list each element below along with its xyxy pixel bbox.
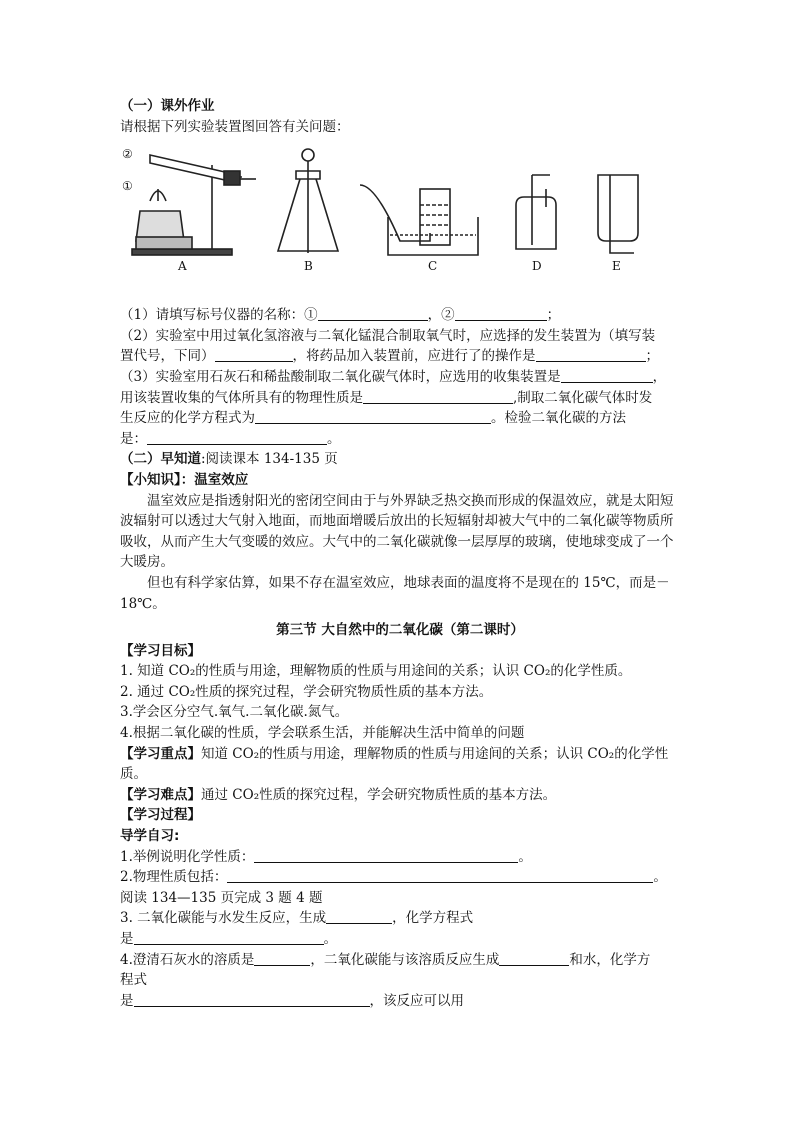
q3-text-h: 。: [327, 430, 341, 447]
self-q3-text-a: 3. 二氧化碳能与水发生反应，生成: [120, 910, 327, 927]
self-q4-line-2: 程式: [120, 972, 147, 989]
apparatus-drawing: [120, 145, 660, 277]
q3-text-g: 是：: [120, 430, 147, 447]
label-A: A: [178, 259, 187, 274]
self-q3-text-b: ，化学方程式: [392, 910, 474, 927]
read-instruction: 阅读 134—135 页完成 3 题 4 题: [120, 889, 323, 906]
self-q1: [120, 847, 680, 868]
q3-line-4: [120, 429, 680, 450]
self-study-title: 导学自习:: [120, 828, 180, 845]
q1-text-b: ，②: [427, 307, 455, 324]
process-title: 【学习过程】: [120, 807, 201, 824]
q3-text-d: ,制取二氧化碳气体时发: [513, 389, 653, 406]
self-q2: [120, 867, 680, 888]
label-B: B: [304, 259, 313, 274]
self-q4-text-f: ，该反应可以用: [369, 992, 464, 1009]
q2-text-d: ；: [645, 348, 659, 365]
q1-text-c: ；: [546, 307, 561, 324]
q3-blank-4[interactable]: [147, 430, 327, 445]
self-q4-blank-3[interactable]: [134, 992, 370, 1007]
goal-4: 4.根据二氧化碳的性质，学会联系生活，并能解决生活中简单的问题: [120, 725, 525, 742]
q3-blank-3[interactable]: [255, 409, 491, 424]
q2-line-2: [120, 346, 680, 367]
key-text: 知道 CO₂的性质与用途，理解物质的性质与用途间的关系；认识 CO₂的化学性质。: [120, 745, 669, 783]
self-q1-text: 1.举例说明化学性质：: [120, 848, 255, 865]
apparatus-figure: [120, 145, 660, 277]
self-q3-line-2: [120, 929, 680, 950]
self-q4-line-3: [120, 991, 680, 1012]
q3-blank-1[interactable]: [561, 368, 653, 383]
diff-text: 通过 CO₂性质的探究过程，学会研究物质性质的基本方法。: [201, 786, 557, 803]
self-q4-blank-1[interactable]: [254, 951, 310, 966]
label-C: C: [428, 259, 438, 274]
q1-blank-1[interactable]: [318, 306, 428, 321]
q3-text-c: 用该装置收集的气体所具有的物理性质是: [120, 389, 363, 406]
q3-blank-2[interactable]: [363, 389, 513, 404]
goals-title: 【学习目标】: [120, 642, 201, 659]
goal-2: 2. 通过 CO₂性质的探究过程，学会研究物质性质的基本方法。: [120, 683, 493, 700]
self-q3-blank-1[interactable]: [326, 909, 392, 924]
self-q4-text-c: 和水，化学方: [569, 951, 651, 968]
q3-text-e: 生反应的化学方程式为: [120, 410, 255, 427]
knowledge-para-1: 温室效应是指透射阳光的密闭空间由于与外界缺乏热交换而形成的保温效应，就是太阳短波辐射可以透过大气射入地面，而地面增暖后放出的长短辐射却被大气中的二氧化碳等物质所吸收，从而产生大气变暖的效应。大气中的二氧化碳就像一层厚厚的玻璃，使地球变成了一个大暖房。: [120, 492, 674, 571]
self-q3-text-c: 是: [120, 931, 134, 947]
self-q3-text-d: 。: [323, 931, 337, 947]
key-title: 【学习重点】: [120, 745, 201, 762]
q2-text-b: 置代号，下同）: [120, 348, 215, 365]
q3-text-f: 。检验二氧化碳的方法: [491, 410, 626, 427]
key-points: [120, 744, 680, 785]
self-q2-blank[interactable]: [227, 868, 653, 883]
q3-line-2: [120, 388, 680, 409]
q2-text-c: ，将药品加入装置前，应进行了的操作是: [292, 348, 536, 365]
self-q2-end: 。: [653, 869, 667, 886]
q1-text-a: （1）请填写标号仪器的名称：①: [120, 307, 318, 324]
marker-1: ①: [122, 179, 133, 194]
q3-text-a: （3）实验室用石灰石和稀盐酸制取二氧化碳气体时，应选用的收集装置是: [120, 368, 561, 385]
label-E: E: [612, 259, 621, 274]
marker-2: ②: [122, 147, 133, 162]
goal-1: 1. 知道 CO₂的性质与用途，理解物质的性质与用途间的关系；认识 CO₂的化学性质。: [120, 663, 632, 680]
section1-title: （一）课外作业: [120, 98, 215, 114]
q1-line: [120, 305, 680, 326]
label-D: D: [532, 259, 542, 274]
self-q4-text-e: 是: [120, 992, 134, 1009]
self-q4-blank-2[interactable]: [499, 951, 569, 966]
section2-title-tail: :阅读课本 134-135 页: [201, 451, 338, 468]
self-q2-text: 2.物理性质包括：: [120, 869, 228, 886]
knowledge-title: 【小知识】：温室效应: [120, 471, 249, 488]
q3-line-3: [120, 408, 680, 429]
self-q3-blank-2[interactable]: [134, 930, 324, 945]
self-q3-line-1: [120, 908, 680, 929]
section1-intro: 请根据下列实验装置图回答有关问题：: [120, 118, 350, 135]
goal-3: 3.学会区分空气.氧气.二氧化碳.氮气。: [120, 704, 349, 721]
self-q4-text-a: 4.澄清石灰水的溶质是: [120, 951, 255, 968]
self-q1-blank[interactable]: [254, 848, 518, 863]
self-q1-end: 。: [518, 848, 532, 865]
knowledge-para-2: 但也有科学家估算，如果不存在温室效应，地球表面的温度将不是现在的 15℃，而是－18℃。: [120, 574, 670, 612]
q3-line-1: [120, 367, 680, 388]
q2-blank-2[interactable]: [536, 347, 646, 362]
q1-blank-2[interactable]: [455, 306, 547, 321]
section2-title-line: [120, 449, 680, 470]
q3-text-b: ，: [652, 368, 667, 385]
self-q4-text-b: ，二氧化碳能与该溶质反应生成: [310, 951, 500, 968]
q2-blank-1[interactable]: [215, 347, 293, 362]
difficulty: [120, 785, 680, 806]
section2-title: （二）早知道: [120, 451, 201, 468]
self-q4-line-1: [120, 950, 680, 971]
document-page: [120, 96, 680, 1011]
diff-title: 【学习难点】: [120, 786, 201, 803]
lesson-heading: 第三节 大自然中的二氧化碳（第二课时）: [276, 622, 524, 639]
q2-line-1: （2）实验室中用过氧化氢溶液与二氧化锰混合制取氧气时，应选择的发生装置为（填写装: [120, 327, 656, 344]
